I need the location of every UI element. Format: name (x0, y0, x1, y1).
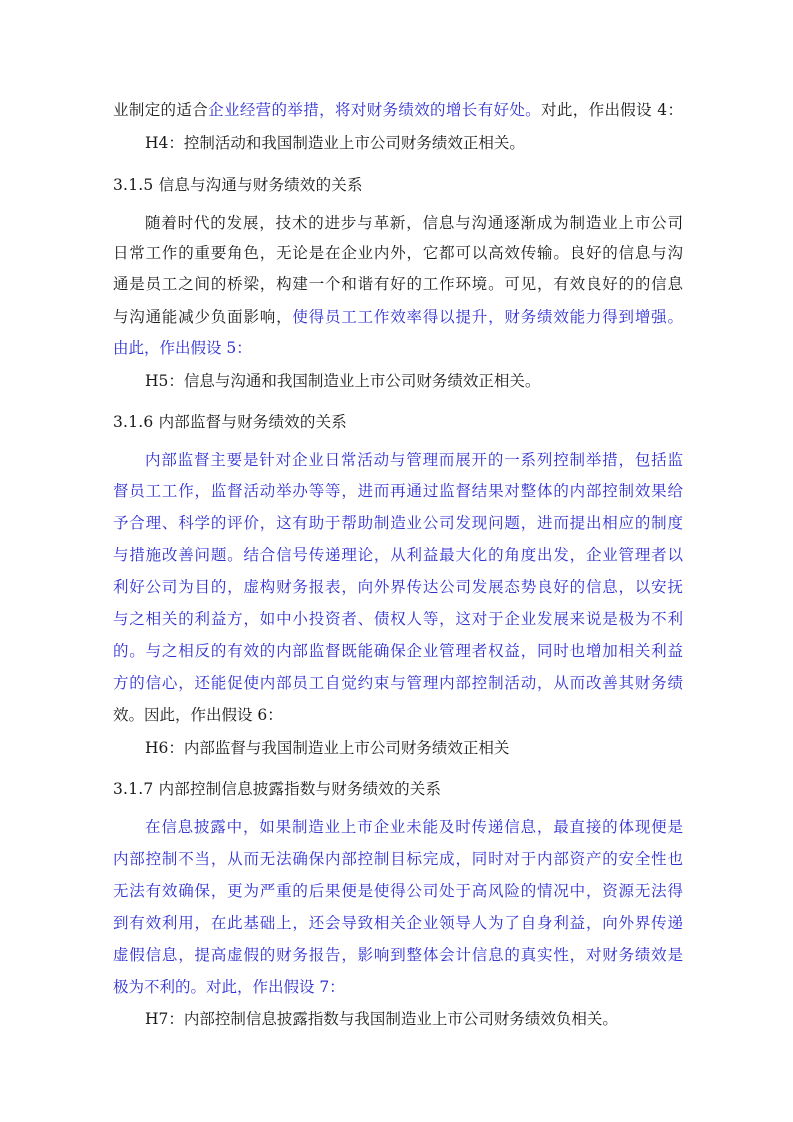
section-heading-3-1-5: 3.1.5 信息与沟通与财务绩效的关系 (113, 176, 363, 194)
paragraph-line: 日常工作的重要角色，无论是在企业内外，它都可以高效传输。良好的信息与沟 (113, 244, 683, 262)
paragraph-line: 虚假信息，提高虚假的财务报告，影响到整体会计信息的真实性，对财务绩效是 (113, 946, 683, 964)
paragraph-line: 随着时代的发展，技术的进步与革新，信息与沟通逐渐成为制造业上市公司 (145, 214, 683, 232)
section-heading-3-1-7: 3.1.7 内部控制信息披露指数与财务绩效的关系 (113, 780, 442, 798)
text-run-highlight: 企业经营的举措，将对财务绩效的增长有好处。 (208, 101, 542, 119)
paragraph-line: 到有效利用，在此基础上，还会导致相关企业领导人为了自身利益，向外界传递 (113, 914, 683, 932)
paragraph-line: 督员工工作，监督活动举办等等，进而再通过监督结果对整体的内部控制效果给 (113, 482, 683, 500)
paragraph-line: 方的信心，还能促使内部员工自觉约束与管理内部控制活动，从而改善其财务绩 (113, 674, 683, 692)
paragraph-line: 与之相关的利益方，如中小投资者、债权人等，这对于企业发展来说是极为不利 (113, 610, 683, 628)
paragraph-line: 内部监督主要是针对企业日常活动与管理而展开的一系列控制举措，包括监 (145, 451, 683, 469)
paragraph-line: 内部控制不当，从而无法确保内部控制目标完成，同时对于内部资产的安全性也 (113, 850, 683, 868)
text-run: 对此，作出假设 4： (541, 101, 683, 119)
hypothesis-h6: H6：内部监督与我国制造业上市公司财务绩效正相关 (145, 739, 510, 757)
paragraph-line (113, 307, 683, 327)
paragraph-line (113, 100, 683, 120)
paragraph-line: 无法有效确保，更为严重的后果便是使得公司处于高风险的情况中，资源无法得 (113, 882, 683, 900)
text-run: 业制定的适合 (113, 101, 209, 119)
hypothesis-h7: H7：内部控制信息披露指数与我国制造业上市公司财务绩效负相关。 (145, 1010, 618, 1028)
paragraph-line: 在信息披露中，如果制造业上市企业未能及时传递信息，最直接的体现便是 (145, 818, 683, 836)
paragraph-line: 的。与之相反的有效的内部监督既能确保企业管理者权益，同时也增加相关利益 (113, 642, 683, 660)
text-run: 与沟通能减少负面影响， (113, 308, 293, 326)
paragraph-line: 通是员工之间的桥梁，构建一个和谐有好的工作环境。可见，有效良好的的信息 (113, 275, 683, 293)
paragraph-line: 利好公司为目的，虚构财务报表，向外界传达公司发展态势良好的信息，以安抚 (113, 578, 683, 596)
hypothesis-h4: H4：控制活动和我国制造业上市公司财务绩效正相关。 (145, 134, 525, 152)
paragraph-line: 由此，作出假设 5： (113, 339, 252, 357)
text-run-highlight: 使得员工工作效率得以提升，财务绩效能力得到增强。 (292, 308, 683, 326)
paragraph-line: 予合理、科学的评价，这有助于帮助制造业公司发现问题，进而提出相应的制度 (113, 514, 683, 532)
hypothesis-h5: H5：信息与沟通和我国制造业上市公司财务绩效正相关。 (145, 372, 541, 390)
paragraph-line: 与措施改善问题。结合信号传递理论，从利益最大化的角度出发，企业管理者以 (113, 546, 683, 564)
paragraph-line: 效。因此，作出假设 6： (113, 706, 283, 724)
section-heading-3-1-6: 3.1.6 内部监督与财务绩效的关系 (113, 413, 347, 431)
paragraph-line: 极为不利的。对此，作出假设 7： (113, 978, 345, 996)
